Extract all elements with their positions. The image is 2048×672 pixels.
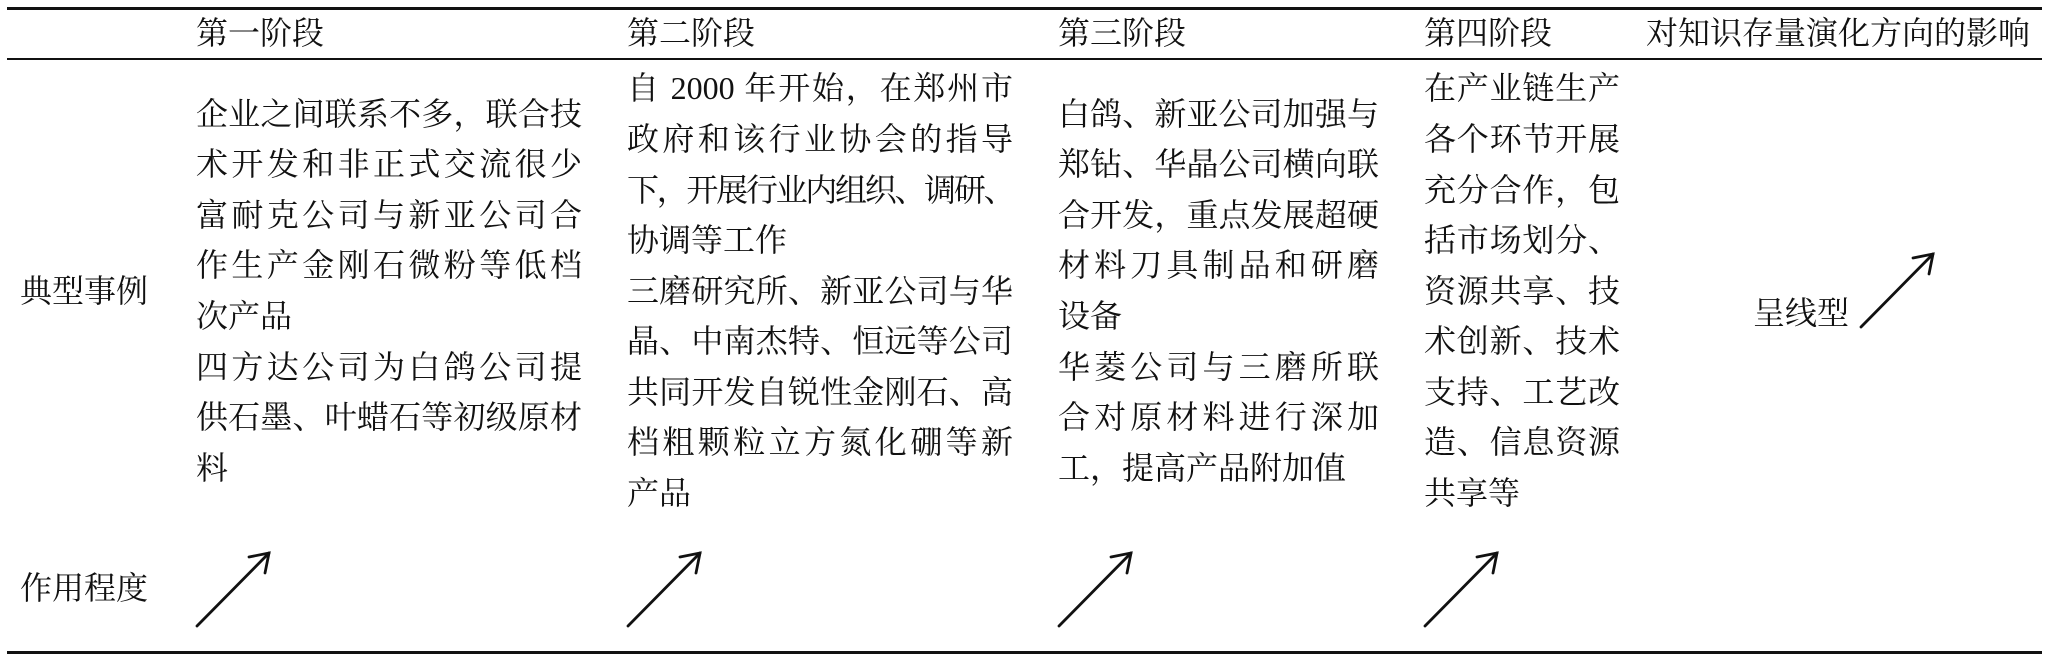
event-line: 郑钻、华晶公司横向联 — [1058, 146, 1379, 183]
event-item — [1058, 342, 1379, 494]
header-stage-1: 第一阶段 — [196, 15, 325, 51]
event-line: 富耐克公司与新亚公司合 — [196, 196, 582, 233]
header-stage-3: 第三阶段 — [1058, 15, 1187, 51]
stage-3-events — [1058, 63, 1379, 519]
impact-value: 呈线型 — [1753, 295, 1850, 331]
header-impact: 对知识存量演化方向的影响 — [1646, 15, 2031, 51]
event-item — [627, 63, 1013, 265]
bottom-rule — [7, 651, 2042, 654]
stage-4-events — [1424, 63, 1620, 519]
event-line: 在产业链生产 — [1424, 70, 1620, 107]
event-line: 资源共享、技 — [1424, 272, 1620, 309]
event-line: 工，提高产品附加值 — [1058, 449, 1347, 486]
stage-2-events — [627, 63, 1013, 519]
event-line: 术开发和非正式交流很少 — [196, 146, 582, 183]
event-item — [196, 342, 582, 494]
event-line: 材料刀具制品和研磨 — [1058, 247, 1379, 284]
event-line: 次产品 — [196, 298, 293, 334]
event-line: 术创新、技术 — [1424, 323, 1620, 360]
event-line: 合开发，重点发展超硬 — [1058, 196, 1379, 233]
event-line: 充分合作，包 — [1424, 171, 1620, 208]
event-item — [627, 266, 1013, 519]
arrow-up-right-icon — [194, 549, 274, 629]
event-line: 供石墨、叶蜡石等初级原材 — [196, 399, 582, 436]
event-line: 晶、中南杰特、恒远等公司 — [627, 323, 1013, 360]
event-line: 华菱公司与三磨所联 — [1058, 348, 1379, 385]
stage-1-events — [196, 63, 582, 519]
row-label-typical-events: 典型事例 — [20, 273, 149, 309]
event-line: 企业之间联系不多，联合技 — [196, 95, 582, 132]
event-line: 三磨研究所、新亚公司与华 — [627, 272, 1013, 309]
event-item — [1058, 89, 1379, 342]
top-rule — [7, 7, 2042, 10]
event-line: 协调等工作 — [627, 222, 788, 259]
event-line: 括市场划分、 — [1424, 222, 1620, 259]
arrow-up-right-icon — [1056, 549, 1136, 629]
event-line: 合对原材料进行深加 — [1058, 399, 1379, 436]
event-line: 白鸽、新亚公司加强与 — [1058, 95, 1379, 132]
event-item — [196, 89, 582, 190]
event-item — [1424, 63, 1620, 518]
event-line: 造、信息资源 — [1424, 424, 1620, 461]
event-line: 各个环节开展 — [1424, 120, 1620, 157]
event-line: 共同开发自锐性金刚石、高 — [627, 373, 1013, 410]
event-line: 下，开展行业内组织、调研、 — [627, 171, 1013, 208]
event-line: 四方达公司为白鸽公司提 — [196, 348, 582, 385]
event-item — [196, 190, 582, 342]
arrow-up-right-icon — [1858, 250, 1938, 330]
header-stage-4: 第四阶段 — [1424, 15, 1553, 51]
event-line: 设备 — [1058, 298, 1123, 334]
event-line: 支持、工艺改 — [1424, 373, 1620, 410]
header-stage-2: 第二阶段 — [627, 15, 756, 51]
event-line: 政府和该行业协会的指导 — [627, 120, 1013, 157]
arrow-up-right-icon — [1422, 549, 1502, 629]
event-line: 自 2000 年开始，在郑州市 — [627, 70, 1013, 107]
header-rule — [7, 58, 2042, 60]
row-label-degree-of-effect: 作用程度 — [20, 570, 149, 606]
arrow-up-right-icon — [625, 549, 705, 629]
event-line: 共享等 — [1424, 475, 1521, 512]
event-line: 档粗颗粒立方氮化硼等新 — [627, 424, 1013, 461]
event-line: 料 — [196, 449, 229, 486]
event-line: 产品 — [627, 475, 692, 512]
event-line: 作生产金刚石微粉等低档 — [196, 247, 582, 284]
